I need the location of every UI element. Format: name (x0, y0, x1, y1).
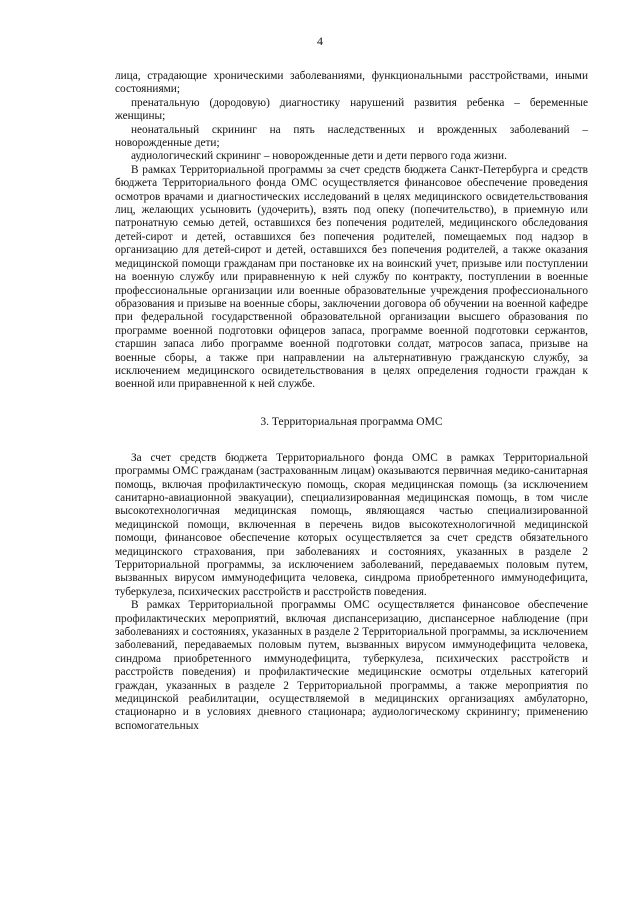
paragraph: За счет средств бюджета Территориального фонда ОМС в рамках Территориальной программы ОМС гражданам (застрахованным лицам) оказываются первичная медико-санитарная помощь, включая профилактическую помощь, скорая медицинская помощь (за исключением санитарно-авиационной эвакуации), специализированная медицинская помощь, в том числе высокотехнологичная медицинская помощь, являющаяся частью специализированной медицинской помощи, включенная в перечень видов высокотехнологичной медицинской помощи, финансовое обеспечение которых осуществляется за счет средств обязательного медицинского страхования, при заболеваниях и состояниях, указанных в разделе 2 Территориальной программы, за исключением заболеваний, передаваемых половым путем, вызванных вирусом иммунодефицита человека, синдрома приобретенного иммунодефицита, туберкулеза, психических расстройств и расстройств поведения. (115, 451, 588, 598)
page-number: 4 (317, 34, 323, 48)
paragraph: В рамках Территориальной программы за счет средств бюджета Санкт-Петербурга и средств бюджета Территориального фонда ОМС осуществляется финансовое обеспечение проведения осмотров врачами и диагностических исследований в целях медицинского освидетельствования лиц, желающих усыновить (удочерить), взять под опеку (попечительство), в приемную или патронатную семью детей, оставшихся без попечения родителей, медицинского обследования детей-сирот и детей, оставшихся без попечения родителей, помещаемых под надзор в организацию для детей-сирот и детей, оставшихся без попечения родителей, а также оказания медицинской помощи гражданам при постановке их на воинский учет, призыве или поступлении на военную службу или приравненную к ней службу по контракту, поступлении в военные профессиональные организации или военные образовательные учреждения профессионального образования и призыве на военные сборы, заключении договора об обучении на военной кафедре при федеральной государственной образовательной организации высшего образования по программе военной подготовки офицеров запаса, программе военной подготовки сержантов, старшин запаса либо программе военной подготовки солдат, матросов запаса, призыве на военные сборы, а также при направлении на альтернативную гражданскую службу, за исключением медицинского освидетельствования в целях определения годности граждан к военной или приравненной к ней службе. (115, 163, 588, 391)
document-body (115, 70, 588, 733)
paragraph: аудиологический скрининг – новорожденные дети и дети первого года жизни. (131, 150, 507, 163)
paragraph: В рамках Территориальной программы ОМС осуществляется финансовое обеспечение профилактических мероприятий, включая диспансеризацию, диспансерное наблюдение (при заболеваниях и состояниях, указанных в разделе 2 Территориальной программы, за исключением заболеваний, передаваемых половым путем, вызванных вирусом иммунодефицита человека, синдрома приобретенного иммунодефицита, туберкулеза, психических расстройств и расстройств поведения) и профилактические медицинские осмотры отдельных категорий граждан, указанных в разделе 2 Территориальной программы, а также мероприятия по медицинской реабилитации, осуществляемой в медицинских организациях амбулаторно, стационарно и в условиях дневного стационара; аудиологическому скринингу; применению вспомогательных (115, 599, 588, 732)
paragraph: неонатальный скрининг на пять наследственных и врожденных заболеваний – новорожденные дети; (115, 123, 588, 150)
paragraph: пренатальную (дородовую) диагностику нарушений развития ребенка – беременные женщины; (115, 96, 588, 123)
section-heading: 3. Территориальная программа ОМС (260, 414, 443, 428)
paragraph: лица, страдающие хроническими заболеваниями, функциональными расстройствами, иными состояниями; (115, 70, 588, 96)
